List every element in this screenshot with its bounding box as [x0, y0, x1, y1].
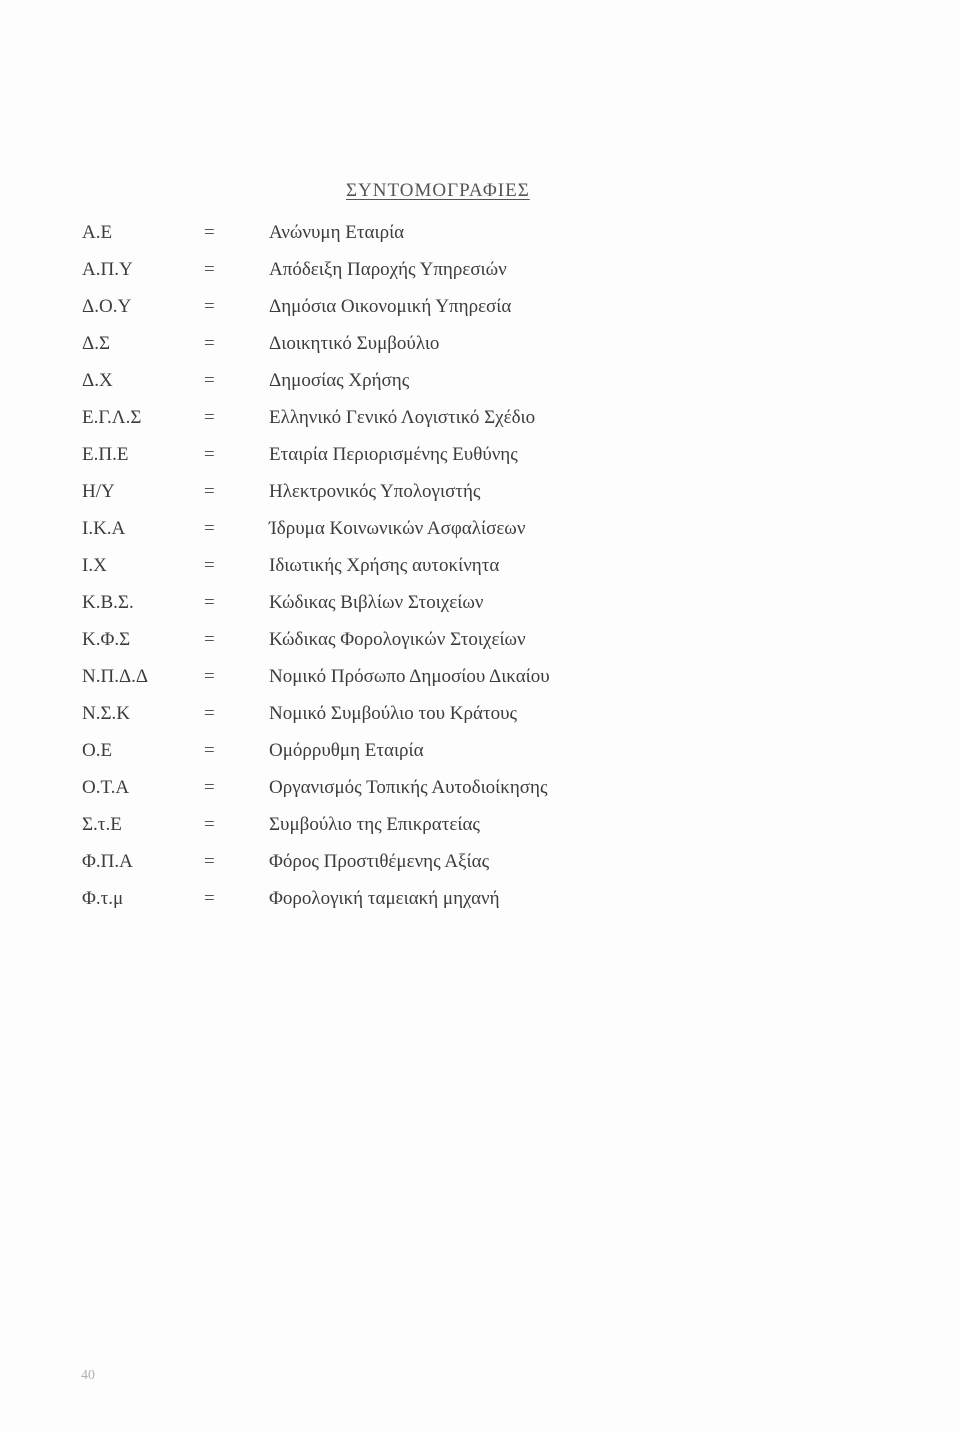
equals-sign: =	[204, 222, 215, 243]
list-item	[82, 255, 722, 292]
abbreviation: Ε.Γ.Λ.Σ	[82, 407, 142, 428]
abbreviation-meaning: Ιδιωτικής Χρήσης αυτοκίνητα	[269, 555, 500, 576]
page-title: ΣΥΝΤΟΜΟΓΡΑΦΙΕΣ	[346, 180, 530, 201]
abbreviation-meaning: Κώδικας Φορολογικών Στοιχείων	[269, 629, 526, 650]
abbreviation-meaning: Φόρος Προστιθέμενης Αξίας	[269, 851, 490, 872]
abbreviation-meaning: Φορολογική ταμειακή μηχανή	[269, 888, 500, 909]
abbreviation-meaning: Ηλεκτρονικός Υπολογιστής	[269, 481, 481, 502]
list-item	[82, 218, 722, 255]
abbreviation: Ε.Π.Ε	[82, 444, 129, 465]
abbreviation: Ν.Σ.Κ	[82, 703, 131, 724]
abbreviation-meaning: Δημοσίας Χρήσης	[269, 370, 410, 391]
equals-sign: =	[204, 777, 215, 798]
abbreviation-meaning: Δημόσια Οικονομική Υπηρεσία	[269, 296, 512, 317]
list-item	[82, 440, 722, 477]
list-item	[82, 699, 722, 736]
abbreviation-meaning: Νομικό Συμβούλιο του Κράτους	[269, 703, 518, 724]
equals-sign: =	[204, 666, 215, 687]
page-number: 40	[81, 1368, 95, 1383]
abbreviation-meaning: Απόδειξη Παροχής Υπηρεσιών	[269, 259, 507, 280]
abbreviation: Κ.Β.Σ.	[82, 592, 134, 613]
abbreviation: Α.Ε	[82, 222, 113, 243]
equals-sign: =	[204, 703, 215, 724]
abbreviation-meaning: Ελληνικό Γενικό Λογιστικό Σχέδιο	[269, 407, 536, 428]
abbreviation: Φ.τ.μ	[82, 888, 124, 909]
equals-sign: =	[204, 407, 215, 428]
abbreviations-list	[82, 218, 722, 921]
abbreviation: Ο.Τ.Α	[82, 777, 130, 798]
abbreviation: Η/Υ	[82, 481, 115, 502]
equals-sign: =	[204, 444, 215, 465]
list-item	[82, 292, 722, 329]
equals-sign: =	[204, 555, 215, 576]
list-item	[82, 847, 722, 884]
list-item	[82, 625, 722, 662]
abbreviation-meaning: Κώδικας Βιβλίων Στοιχείων	[269, 592, 484, 613]
abbreviation: Δ.Χ	[82, 370, 113, 391]
equals-sign: =	[204, 370, 215, 391]
list-item	[82, 329, 722, 366]
abbreviation: Ι.Κ.Α	[82, 518, 126, 539]
equals-sign: =	[204, 296, 215, 317]
equals-sign: =	[204, 518, 215, 539]
abbreviation: Α.Π.Υ	[82, 259, 133, 280]
abbreviation: Ν.Π.Δ.Δ	[82, 666, 149, 687]
list-item	[82, 773, 722, 810]
abbreviation-meaning: Ανώνυμη Εταιρία	[269, 222, 405, 243]
equals-sign: =	[204, 851, 215, 872]
equals-sign: =	[204, 481, 215, 502]
abbreviation: Φ.Π.Α	[82, 851, 133, 872]
list-item	[82, 736, 722, 773]
abbreviation-meaning: Εταιρία Περιορισμένης Ευθύνης	[269, 444, 518, 465]
list-item	[82, 884, 722, 921]
abbreviation: Σ.τ.Ε	[82, 814, 122, 835]
list-item	[82, 477, 722, 514]
equals-sign: =	[204, 259, 215, 280]
abbreviation: Ο.Ε	[82, 740, 113, 761]
equals-sign: =	[204, 333, 215, 354]
abbreviation: Ι.Χ	[82, 555, 107, 576]
list-item	[82, 551, 722, 588]
list-item	[82, 588, 722, 625]
abbreviation: Κ.Φ.Σ	[82, 629, 131, 650]
equals-sign: =	[204, 814, 215, 835]
list-item	[82, 810, 722, 847]
abbreviation-meaning: Διοικητικό Συμβούλιο	[269, 333, 440, 354]
equals-sign: =	[204, 592, 215, 613]
list-item	[82, 403, 722, 440]
equals-sign: =	[204, 888, 215, 909]
list-item	[82, 366, 722, 403]
abbreviation-meaning: Νομικό Πρόσωπο Δημοσίου Δικαίου	[269, 666, 550, 687]
abbreviation: Δ.Ο.Υ	[82, 296, 132, 317]
list-item	[82, 662, 722, 699]
abbreviation-meaning: Ομόρρυθμη Εταιρία	[269, 740, 424, 761]
abbreviation-meaning: Ίδρυμα Κοινωνικών Ασφαλίσεων	[269, 518, 526, 539]
equals-sign: =	[204, 629, 215, 650]
abbreviation-meaning: Οργανισμός Τοπικής Αυτοδιοίκησης	[269, 777, 548, 798]
equals-sign: =	[204, 740, 215, 761]
abbreviation-meaning: Συμβούλιο της Επικρατείας	[269, 814, 480, 835]
list-item	[82, 514, 722, 551]
abbreviation: Δ.Σ	[82, 333, 111, 354]
